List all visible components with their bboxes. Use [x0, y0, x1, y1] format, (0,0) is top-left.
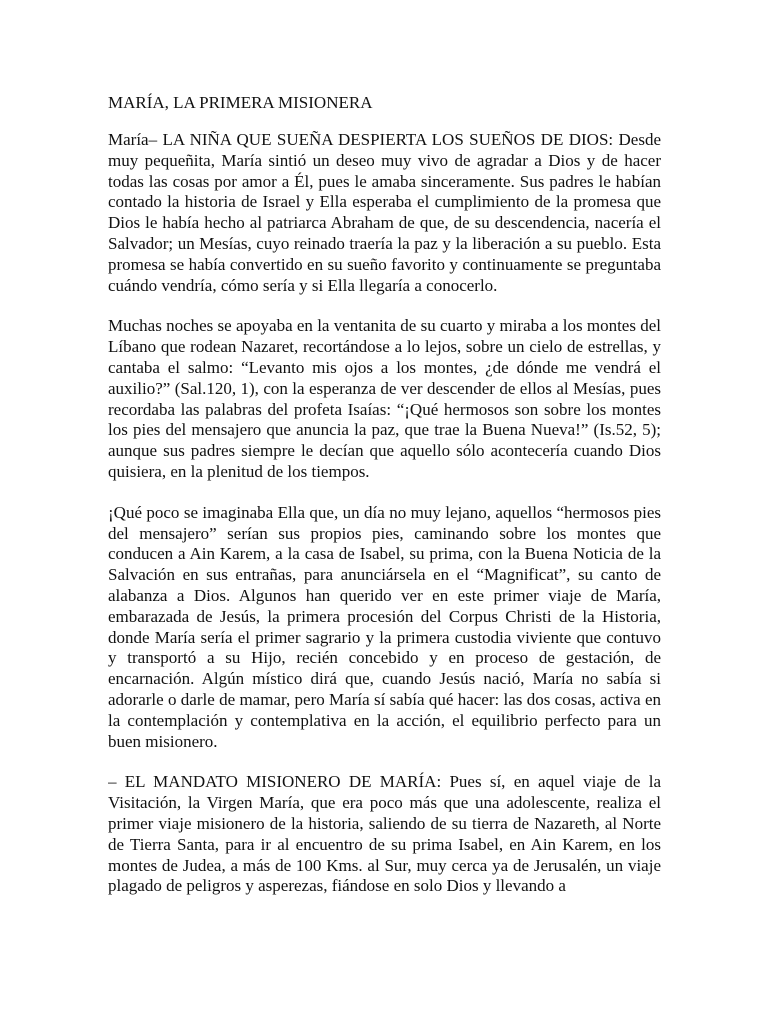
paragraph-2: Muchas noches se apoyaba en la ventanita de su cuarto y miraba a los montes del Líbano que rodean Nazaret, recortándose a lo lejos, sobre un cielo de estrellas, y cantaba el salmo: “Levanto mis ojos a los montes, ¿de dónde me vendrá el auxilio?” (Sal.120, 1), con la esperanza de ver descender de ellos al Mesías, pues recordaba las palabras del profeta Isaías: “¡Qué hermosos son sobre los montes los pies del mensajero que anuncia la paz, que trae la Buena Nueva!” (Is.52, 5); aunque sus padres siempre le decían que aquello sólo acontecería cuando Dios quisiera, en la plenitud de los tiempos. [108, 316, 661, 481]
document-page [108, 92, 661, 897]
paragraph-3: ¡Qué poco se imaginaba Ella que, un día no muy lejano, aquellos “hermosos pies del mensajero” serían sus propios pies, caminando sobre los montes que conducen a Ain Karem, a la casa de Isabel, su prima, con la Buena Noticia de la Salvación en sus entrañas, para anunciársela en el “Magnificat”, su canto de alabanza a Dios. Algunos han querido ver en este primer viaje de María, embarazada de Jesús, la primera procesión del Corpus Christi de la Historia, donde María sería el primer sagrario y la primera custodia viviente que contuvo y transportó a su Hijo, recién concebido y en proceso de gestación, de encarnación. Algún místico dirá que, cuando Jesús nació, María no sabía si adorarle o darle de mamar, pero María sí sabía qué hacer: las dos cosas, activa en la contemplación y contemplativa en la acción, el equilibrio perfecto para un buen misionero. [108, 502, 661, 751]
paragraph-1: María– LA NIÑA QUE SUEÑA DESPIERTA LOS SUEÑOS DE DIOS: Desde muy pequeñita, María sintió un deseo muy vivo de agradar a Dios y de hacer todas las cosas por amor a Él, pues le amaba sinceramente. Sus padres le habían contado la historia de Israel y Ella esperaba el cumplimiento de la promesa que Dios le había hecho al patriarca Abraham de que, de su descendencia, nacería el Salvador; un Mesías, cuyo reinado traería la paz y la liberación a su pueblo. Esta promesa se había convertido en su sueño favorito y continuamente se preguntaba cuándo vendría, cómo sería y si Ella llegaría a conocerlo. [108, 130, 661, 295]
document-title: MARÍA, LA PRIMERA MISIONERA [108, 93, 373, 112]
paragraph-4: – EL MANDATO MISIONERO DE MARÍA: Pues sí, en aquel viaje de la Visitación, la Virgen María, que era poco más que una adolescente, realiza el primer viaje misionero de la historia, saliendo de su tierra de Nazareth, al Norte de Tierra Santa, para ir al encuentro de su prima Isabel, en Ain Karem, en los montes de Judea, a más de 100 Kms. al Sur, muy cerca ya de Jerusalén, un viaje plagado de peligros y asperezas, fiándose en solo Dios y llevando a [108, 772, 661, 896]
